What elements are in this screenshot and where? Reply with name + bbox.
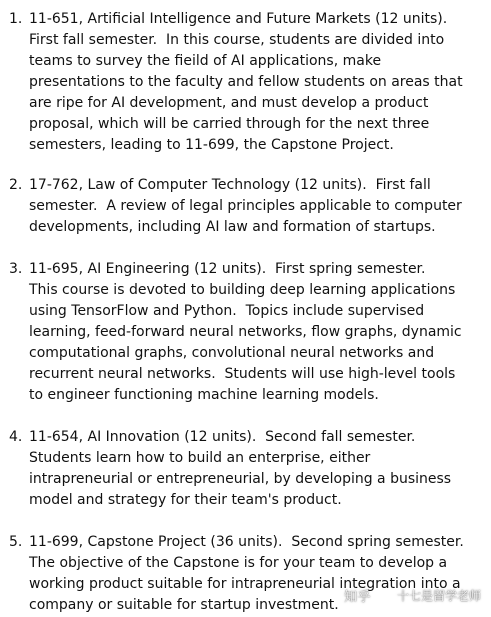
text-line: Students learn how to build an enterprise, either bbox=[29, 450, 371, 466]
course-description bbox=[29, 9, 489, 156]
text-line: proposal, which will be carried through for the next three bbox=[29, 116, 430, 132]
text-line: learning, feed-forward neural networks, flow graphs, dynamic bbox=[29, 324, 462, 340]
text-line: 11-651, Artificial Intelligence and Future Markets (12 units). bbox=[29, 11, 448, 27]
course-description bbox=[29, 532, 489, 616]
text-line: semesters, leading to 11-699, the Capstone Project. bbox=[29, 137, 394, 153]
list-number: 3. bbox=[9, 261, 23, 277]
text-line: computational graphs, convolutional neural networks and bbox=[29, 345, 435, 361]
text-line: to engineer functioning machine learning models. bbox=[29, 387, 379, 403]
text-line: 11-654, AI Innovation (12 units). Second fall semester. bbox=[29, 429, 416, 445]
text-line: developments, including AI law and formation of startups. bbox=[29, 219, 436, 235]
text-line: 11-699, Capstone Project (36 units). Second spring semester. bbox=[29, 534, 464, 550]
text-line: semester. A review of legal principles applicable to computer bbox=[29, 198, 462, 214]
text-line: using TensorFlow and Python. Topics include supervised bbox=[29, 303, 425, 319]
text-line: model and strategy for their team's product. bbox=[29, 492, 342, 508]
list-number: 5. bbox=[9, 534, 23, 550]
course-description bbox=[29, 259, 489, 406]
text-line: are ripe for AI development, and must develop a product bbox=[29, 95, 429, 111]
list-number: 2. bbox=[9, 177, 23, 193]
text-line: The objective of the Capstone is for your team to develop a bbox=[29, 555, 448, 571]
watermark-author: 十七是留学老师 bbox=[396, 589, 481, 603]
text-line: teams to survey the fieild of AI applications, make bbox=[29, 53, 382, 69]
text-line: working product suitable for intrapreneurial integration into a bbox=[29, 576, 461, 592]
course-description bbox=[29, 427, 489, 511]
text-line: 17-762, Law of Computer Technology (12 units). First fall bbox=[29, 177, 431, 193]
text-line: First fall semester. In this course, students are divided into bbox=[29, 32, 445, 48]
course-description bbox=[29, 175, 489, 238]
text-line: company or suitable for startup investment. bbox=[29, 597, 339, 613]
list-number: 1. bbox=[9, 11, 23, 27]
text-line: intrapreneurial or entrepreneurial, by developing a business bbox=[29, 471, 452, 487]
text-line: presentations to the faculty and fellow students on areas that bbox=[29, 74, 463, 90]
text-line: recurrent neural networks. Students will use high-level tools bbox=[29, 366, 456, 382]
text-line: This course is devoted to building deep learning applications bbox=[29, 282, 456, 298]
list-number: 4. bbox=[9, 429, 23, 445]
watermark-brand: 知乎 bbox=[343, 590, 371, 605]
text-line: 11-695, AI Engineering (12 units). First spring semester. bbox=[29, 261, 426, 277]
